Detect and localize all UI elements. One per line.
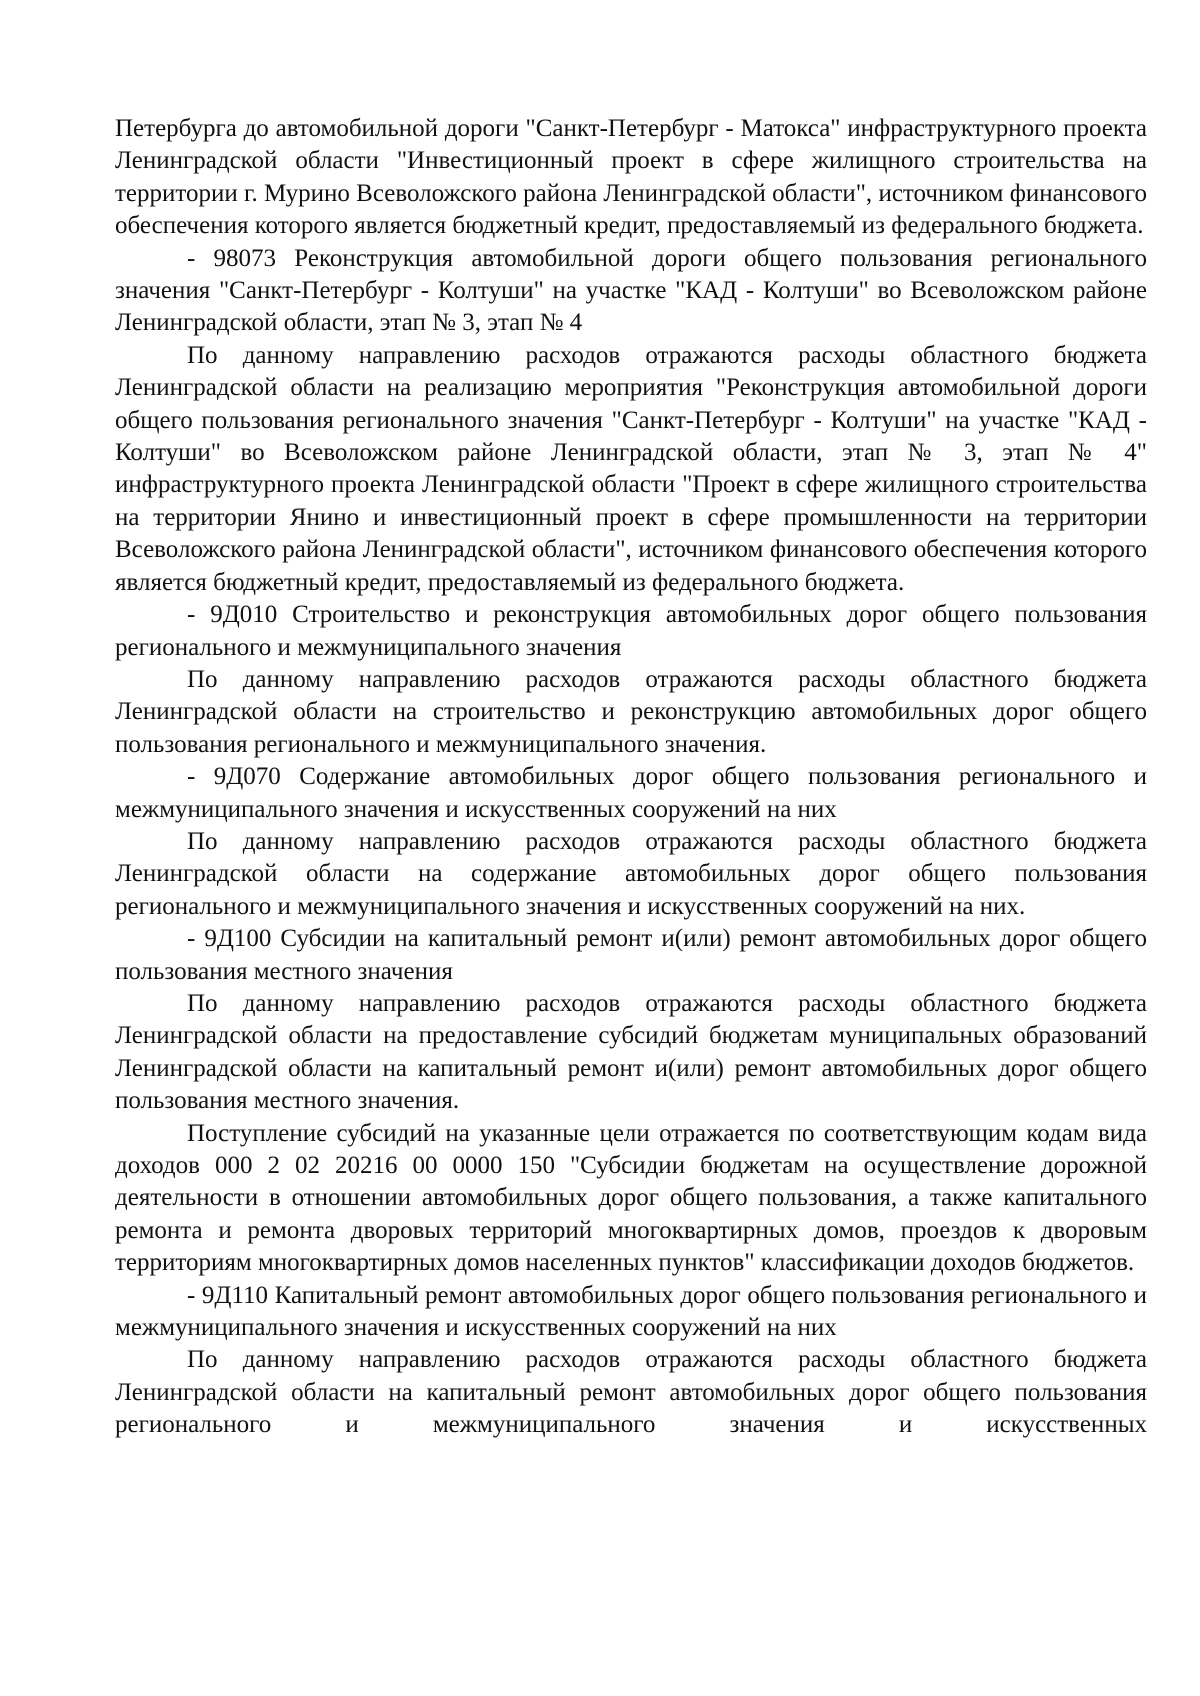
- paragraph-description: По данному направлению расходов отражаются расходы областного бюджета Ленинградской области на строительство и реконструкцию автомобильных дорог общего пользования регионального и межмуниципального значения.: [115, 665, 1147, 758]
- paragraph-description: По данному направлению расходов отражаются расходы областного бюджета Ленинградской области на содержание автомобильных дорог общего пользования регионального и межмуниципального значения и искусственных сооружений на них.: [115, 827, 1147, 920]
- paragraph-description-truncated: По данному направлению расходов отражаются расходы областного бюджета Ленинградской области на капитальный ремонт автомобильных дорог общего пользования регионального и межмуниципального значения и искусственных: [115, 1346, 1147, 1439]
- paragraph-code-9d070: - 9Д070 Содержание автомобильных дорог общего пользования регионального и межмуниципального значения и искусственных сооружений на них: [115, 763, 1147, 823]
- paragraph-code-9d100: - 9Д100 Субсидии на капитальный ремонт и(или) ремонт автомобильных дорог общего пользования местного значения: [115, 925, 1147, 985]
- paragraph-code-9d110: - 9Д110 Капитальный ремонт автомобильных дорог общего пользования регионального и межмуниципального значения и искусственных сооружений на них: [115, 1281, 1147, 1342]
- paragraph-code-98073: - 98073 Реконструкция автомобильной дороги общего пользования регионального значения "Санкт-Петербург - Колтуши" на участке "КАД - Колтуши" во Всеволожском районе Ленинградской области, этап № 3, этап № 4: [115, 244, 1147, 337]
- paragraph-description: По данному направлению расходов отражаются расходы областного бюджета Ленинградской области на реализацию мероприятия "Реконструкция автомобильной дороги общего пользования регионального значения "Санкт-Петербург - Колтуши" на участке "КАД - Колтуши" во Всеволожском районе Ленинградской области, этап № 3, этап № 4" инфраструктурного проекта Ленинградской области "Проект в сфере жилищного строительства на территории Янино и инвестиционный проект в сфере промышленности на территории Всеволожского района Ленинградской области", источником финансового обеспечения которого является бюджетный кредит, предоставляемый из федерального бюджета.: [115, 341, 1147, 596]
- document-body: [115, 113, 1147, 1442]
- paragraph-description: По данному направлению расходов отражаются расходы областного бюджета Ленинградской области на предоставление субсидий бюджетам муниципальных образований Ленинградской области на капитальный ремонт и(или) ремонт автомобильных дорог общего пользования местного значения.: [115, 989, 1147, 1115]
- paragraph-continuation: Петербурга до автомобильной дороги "Санкт-Петербург - Матокса" инфраструктурного проекта Ленинградской области "Инвестиционный проект в сфере жилищного строительства на территории г. Мурино Всеволожского района Ленинградской области", источником финансового обеспечения которого является бюджетный кредит, предоставляемый из федерального бюджета.: [115, 115, 1147, 240]
- paragraph-code-9d010: - 9Д010 Строительство и реконструкция автомобильных дорог общего пользования регионального и межмуниципального значения: [115, 601, 1147, 661]
- paragraph-income-codes: Поступление субсидий на указанные цели отражается по соответствующим кодам вида доходов 000 2 02 20216 00 0000 150 "Субсидии бюджетам на осуществление дорожной деятельности в отношении автомобильных дорог общего пользования, а также капитального ремонта и ремонта дворовых территорий многоквартирных домов, проездов к дворовым территориям многоквартирных домов населенных пунктов" классификации доходов бюджетов.: [115, 1119, 1147, 1277]
